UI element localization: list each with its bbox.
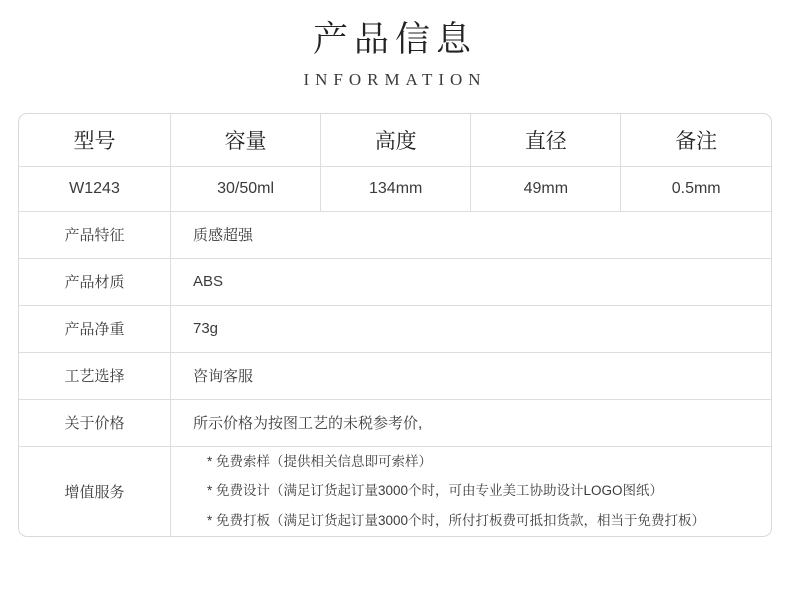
- row-label-process-option: 工艺选择: [19, 352, 171, 399]
- spec-cell-capacity: 30/50ml: [171, 166, 321, 211]
- value-added-service-list: [185, 447, 757, 536]
- row-label-net-weight: 产品净重: [19, 305, 171, 352]
- row-value-value-added-services: [171, 446, 772, 535]
- list-item: * 免费索样（提供相关信息即可索样）: [207, 453, 433, 469]
- row-label-value-added-services: 增值服务: [19, 446, 171, 535]
- table-row: [19, 446, 771, 535]
- row-value-product-material: ABS: [171, 258, 772, 305]
- row-value-process-option: 咨询客服: [171, 352, 772, 399]
- row-label-product-feature: 产品特征: [19, 211, 171, 258]
- table-row: [19, 399, 771, 446]
- title-block: [0, 0, 790, 90]
- table-header-cell-remark: 备注: [621, 114, 771, 167]
- table-header-row: [19, 114, 771, 167]
- page-subtitle: INFORMATION: [303, 69, 487, 89]
- table-header-cell-diameter: 直径: [471, 114, 621, 167]
- row-value-about-price: 所示价格为按图工艺的未税参考价,: [171, 399, 772, 446]
- product-info-table-container: [18, 113, 772, 537]
- spec-cell-height: 134mm: [321, 166, 471, 211]
- table-row: [19, 166, 771, 211]
- table-row: [19, 211, 771, 258]
- spec-cell-diameter: 49mm: [471, 166, 621, 211]
- table-row: [19, 352, 771, 399]
- table-header-cell-height: 高度: [321, 114, 471, 167]
- table-header-cell-model: 型号: [19, 114, 171, 167]
- row-value-product-feature: 质感超强: [171, 211, 772, 258]
- table-header-cell-capacity: 容量: [171, 114, 321, 167]
- row-label-about-price: 关于价格: [19, 399, 171, 446]
- spec-cell-remark: 0.5mm: [621, 166, 771, 211]
- list-item: * 免费打板（满足订货起订量3000个时，所付打板费可抵扣货款，相当于免费打板）: [207, 512, 706, 528]
- row-value-net-weight: 73g: [171, 305, 772, 352]
- product-info-table: [19, 114, 771, 536]
- table-row: [19, 305, 771, 352]
- list-item: * 免费设计（满足订货起订量3000个时，可由专业美工协助设计LOGO图纸）: [207, 483, 664, 499]
- page-title: 产品信息: [312, 20, 477, 59]
- row-label-product-material: 产品材质: [19, 258, 171, 305]
- table-row: [19, 258, 771, 305]
- spec-cell-model: W1243: [19, 166, 171, 211]
